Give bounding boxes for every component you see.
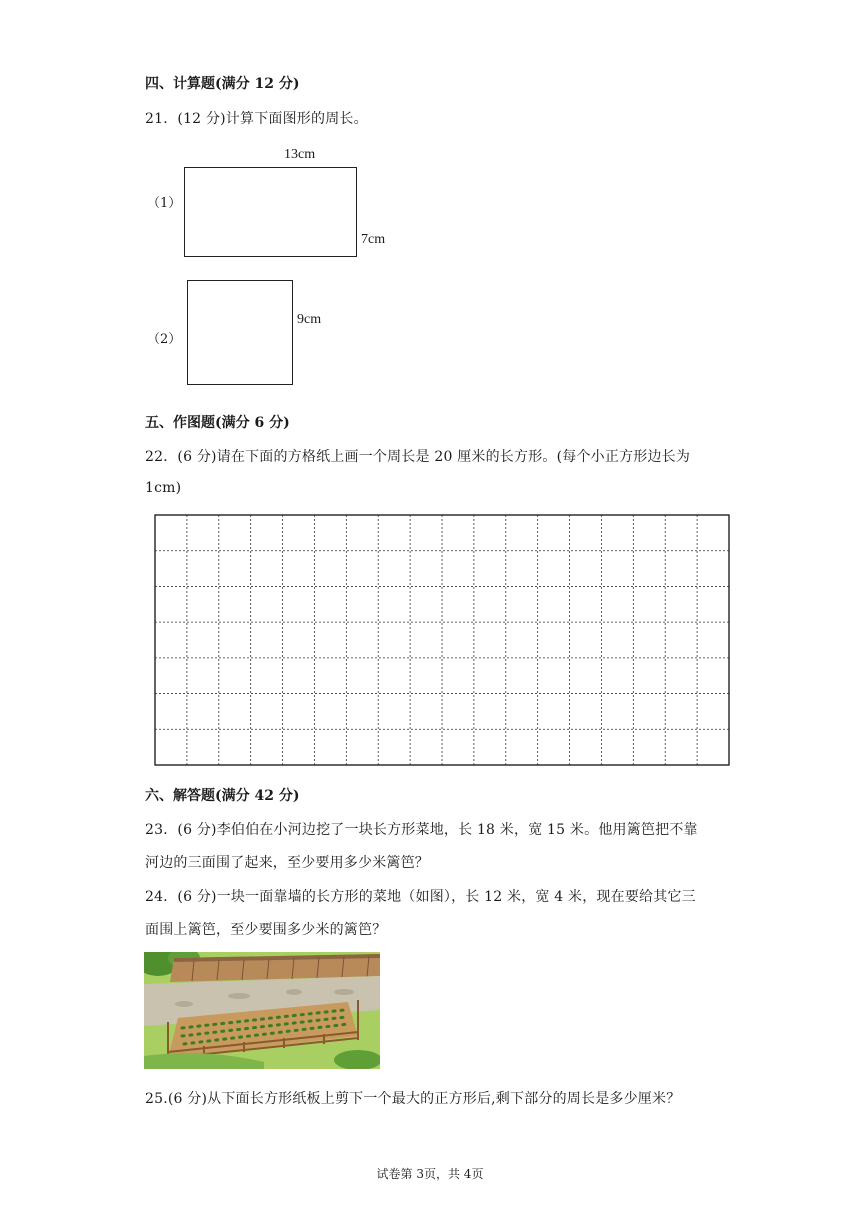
figure-1-side-length: 7cm xyxy=(361,232,386,247)
grid-paper xyxy=(152,512,732,768)
garden-illustration xyxy=(144,952,380,1069)
section-6-heading: 六、解答题(满分 42 分) xyxy=(145,788,300,804)
question-21-text: 21．(12 分)计算下面图形的周长。 xyxy=(145,111,368,127)
question-22-line2: 1cm) xyxy=(145,480,182,496)
figure-1-top-length: 13cm xyxy=(284,147,316,162)
question-25-text: 25.(6 分)从下面长方形纸板上剪下一个最大的正方形后,剩下部分的周长是多少厘米？ xyxy=(145,1091,681,1107)
question-24-line2: 面围上篱笆，至少要围多少米的篱笆？ xyxy=(145,922,387,938)
figure-2-side-length: 9cm xyxy=(297,312,322,327)
question-23-line1: 23．(6 分)李伯伯在小河边挖了一块长方形菜地，长 18 米，宽 15 米。他用篱笆把不靠 xyxy=(145,822,698,838)
rectangle-figure xyxy=(184,167,357,257)
square-figure xyxy=(187,280,293,385)
question-23-line2: 河边的三面围了起来，至少要用多少米篱笆？ xyxy=(145,855,429,871)
page-footer: 试卷第 3页，共 4页 xyxy=(376,1167,484,1181)
question-22-line1: 22．(6 分)请在下面的方格纸上画一个周长是 20 厘米的长方形。(每个小正方形边长为 xyxy=(145,449,691,465)
figure-2-label: （2） xyxy=(147,332,182,347)
section-5-heading: 五、作图题(满分 6 分) xyxy=(145,415,290,431)
figure-1-label: （1） xyxy=(147,196,182,211)
question-24-line1: 24．(6 分)一块一面靠墙的长方形的菜地（如图），长 12 米，宽 4 米，现在要给其它三 xyxy=(145,889,696,905)
section-4-heading: 四、计算题(满分 12 分) xyxy=(145,76,300,92)
